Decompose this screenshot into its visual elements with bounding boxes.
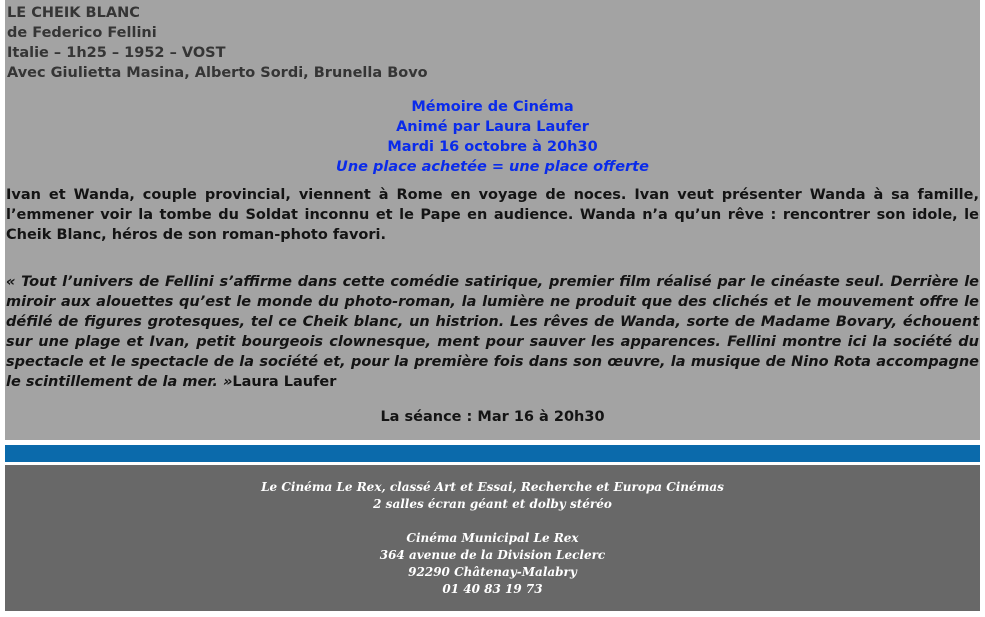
cinema-description: Le Cinéma Le Rex, classé Art et Essai, Recherche et Europa Cinémas [261, 480, 724, 494]
quote-author: Laura Laufer [232, 374, 337, 390]
film-details: Italie – 1h25 – 1952 – VOST [7, 45, 226, 61]
film-header [7, 3, 428, 83]
divider-bar [5, 445, 980, 462]
film-director: de Federico Fellini [7, 25, 157, 41]
session-time: La séance : Mar 16 à 20h30 [380, 409, 605, 425]
film-info-panel [5, 0, 980, 440]
cinema-street: 364 avenue de la Division Leclerc [379, 548, 606, 562]
cinema-phone: 01 40 83 19 73 [442, 582, 543, 596]
cinema-screens: 2 salles écran géant et dolby stéréo [373, 497, 612, 511]
event-series: Mémoire de Cinéma [411, 99, 574, 115]
event-host: Animé par Laura Laufer [396, 119, 589, 135]
event-block [5, 97, 980, 177]
cinema-footer [5, 465, 980, 611]
footer-spacer [5, 513, 980, 530]
event-offer: Une place achetée = une place offerte [336, 159, 649, 175]
event-date: Mardi 16 octobre à 20h30 [387, 139, 598, 155]
synopsis: Ivan et Wanda, couple provincial, viennent à Rome en voyage de noces. Ivan veut présenter Wanda à sa famille, l’emmener voir la tombe du Soldat inconnu et le Pape en audience. Wanda n’a qu’un rêve : rencontrer son idole, le Cheik Blanc, héros de son roman-photo favori. [6, 187, 979, 243]
critic-quote [6, 272, 979, 392]
quote-text: « Tout l’univers de Fellini s’affirme dans cette comédie satirique, premier film réalisé par le cinéaste seul. Derrière le miroir aux alouettes qu’est le monde du photo-roman, la lumière ne produit que des clichés et le mouvement offre le défilé de figures grotesques, tel ce Cheik blanc, un histrion. Les rêves de Wanda, sorte de Madame Bovary, échouent sur une plage et Ivan, petit bourgeois clownesque, ment pour sauver les apparences. Fellini montre ici la société du spectacle et le spectacle de la société et, pour la première fois dans son œuvre, la musique de Nino Rota accompagne le scintillement de la mer. » [6, 274, 979, 390]
cinema-info [5, 479, 980, 598]
cinema-city: 92290 Châtenay-Malabry [408, 565, 577, 579]
cinema-name: Cinéma Municipal Le Rex [406, 531, 579, 545]
film-cast: Avec Giulietta Masina, Alberto Sordi, Brunella Bovo [7, 65, 428, 81]
film-title: LE CHEIK BLANC [7, 5, 140, 21]
